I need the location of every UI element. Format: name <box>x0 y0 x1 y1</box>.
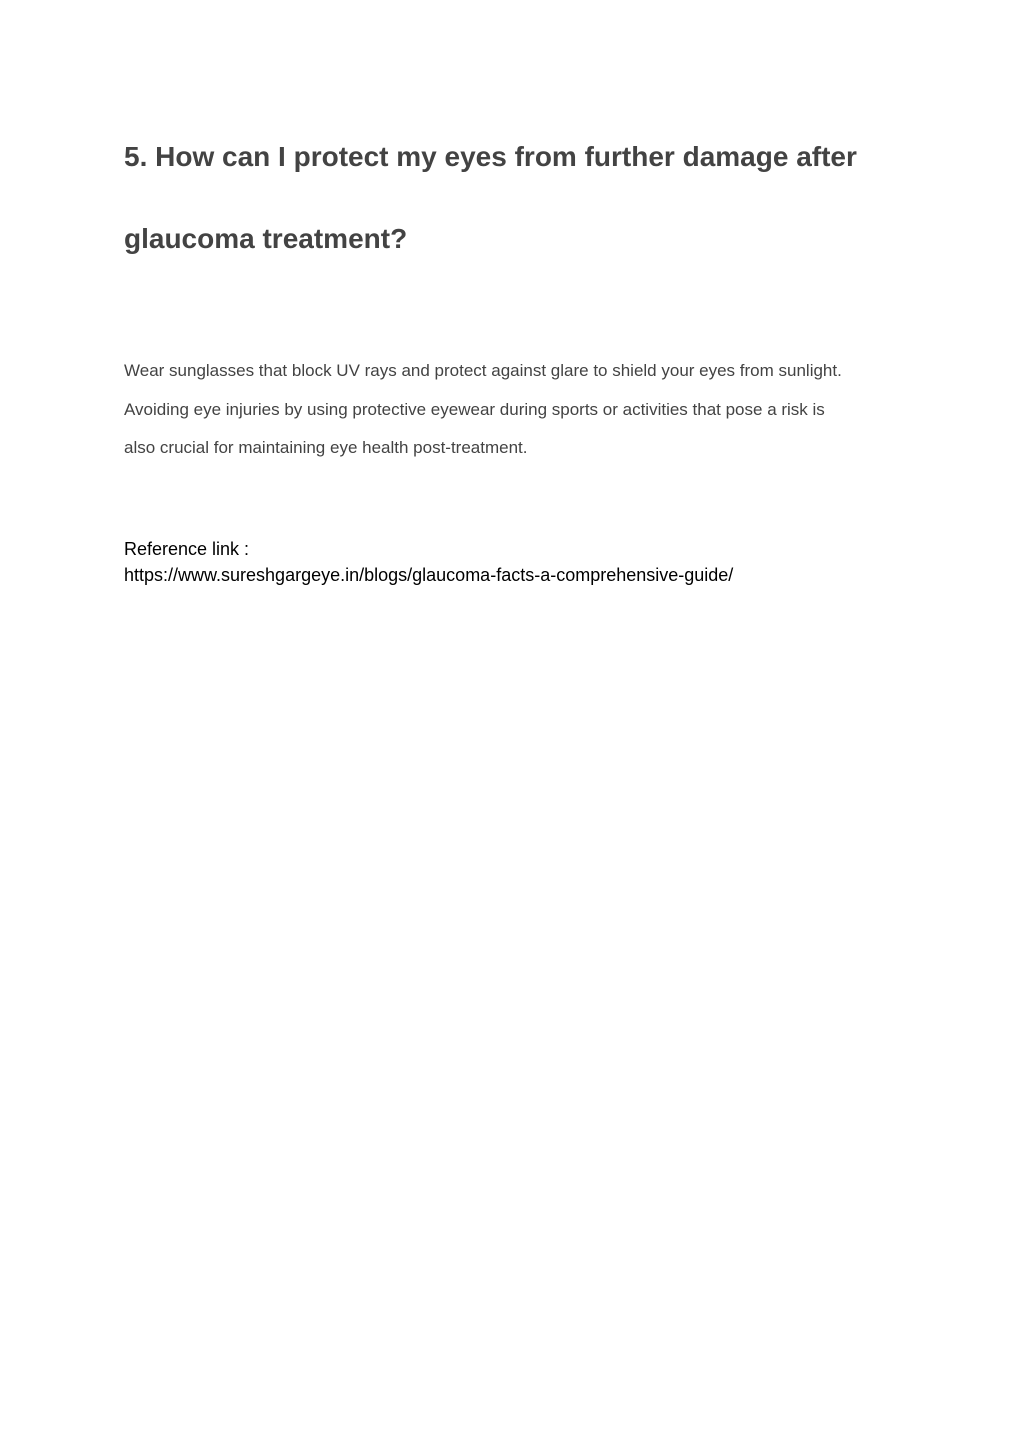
paragraph-line-2: Avoiding eye injuries by using protective eyewear during sports or activities that pose a risk is <box>124 399 825 419</box>
reference-link[interactable]: https://www.sureshgargeye.in/blogs/glaucoma-facts-a-comprehensive-guide/ <box>124 565 734 585</box>
page-title <box>124 116 924 280</box>
reference-url-line <box>124 562 924 588</box>
paragraph-line-3: also crucial for maintaining eye health post-treatment. <box>124 438 528 457</box>
reference-label: Reference link : <box>124 539 250 559</box>
page-title-line-1: 5. How can I protect my eyes from further damage after <box>124 141 857 172</box>
answer-paragraph <box>124 352 914 468</box>
paragraph-line-1: Wear sunglasses that block UV rays and protect against glare to shield your eyes from sunlight. <box>124 361 842 380</box>
reference-block <box>124 536 924 588</box>
page-title-line-2: glaucoma treatment? <box>124 223 408 254</box>
